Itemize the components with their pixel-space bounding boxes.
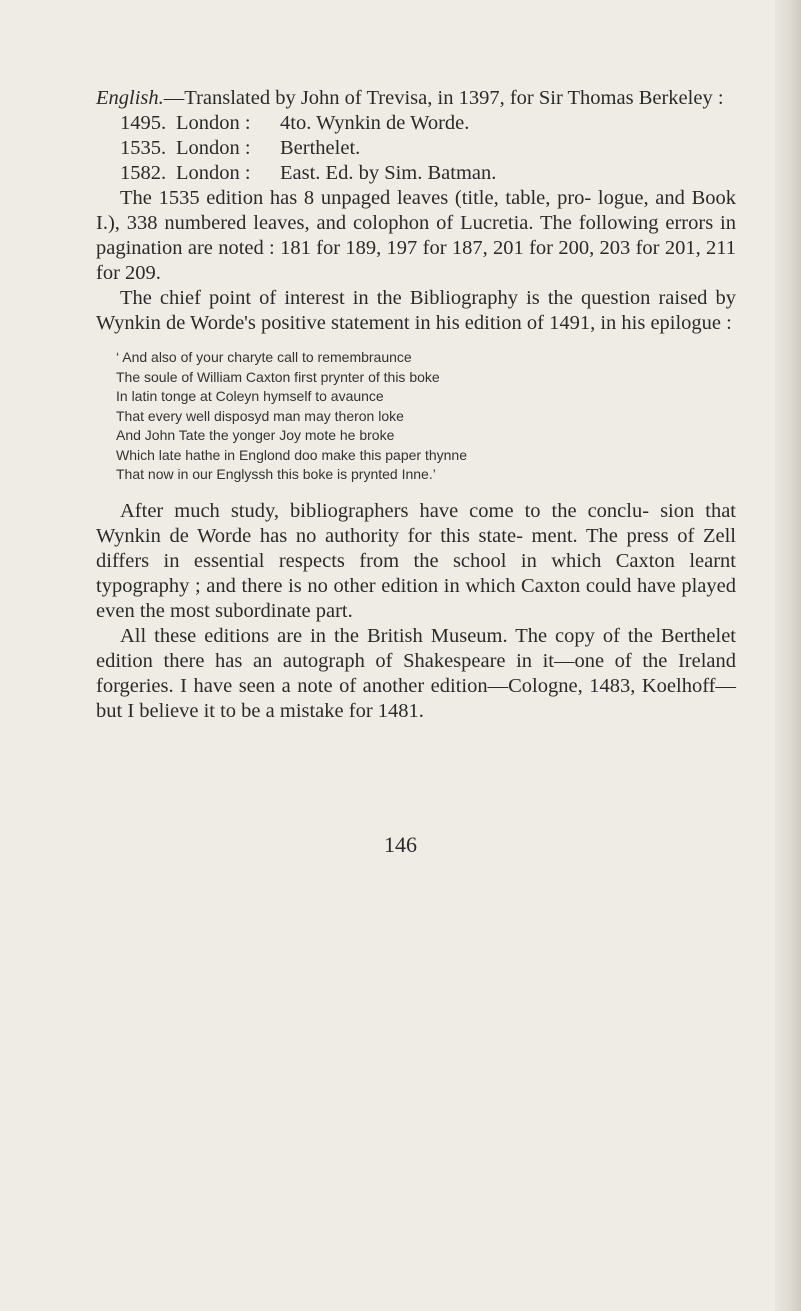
edition-place: London : — [176, 137, 251, 159]
edition-list — [96, 111, 736, 186]
edition-row — [96, 136, 736, 161]
quote-line: The soule of William Caxton first prynter of this boke — [116, 368, 440, 385]
quote-line: And John Tate the yonger Joy mote he broke — [116, 427, 395, 443]
quote-line: ‘ And also of your charyte call to remembraunce — [116, 349, 412, 365]
epilogue-intro-paragraph: The chief point of interest in the Bibliography is the question raised by Wynkin de Worde's positive statement in his edition of 1491, in his epilogue : — [96, 287, 736, 334]
edition-year: 1535. — [120, 137, 167, 159]
quote-line: That now in our Englyssh this boke is prynted Inne.’ — [116, 466, 436, 482]
edition-place: London : — [176, 112, 251, 134]
edition-row — [96, 111, 736, 136]
edition-year: 1495. — [120, 112, 167, 134]
translation-entry — [96, 86, 736, 111]
pagination-paragraph: The 1535 edition has 8 unpaged leaves (title, table, pro- logue, and Book I.), 338 numbered leaves, and colophon of Lucretia. The following errors in pagination are noted : 181 for 189, 197 for 187, 201 for 200, 203 for 201, 211 for 209. — [96, 187, 736, 284]
edition-row — [96, 161, 736, 186]
page-body — [96, 86, 736, 724]
epilogue-quote — [96, 348, 736, 485]
quote-line: Which late hathe in Englond doo make this paper thynne — [116, 446, 468, 463]
edition-detail: 4to. Wynkin de Worde. — [280, 112, 470, 134]
quote-line: That every well disposyd man may theron loke — [116, 407, 404, 424]
museum-paragraph: All these editions are in the British Museum. The copy of the Berthelet edition there has an autograph of Shakespeare in it—one of the Ireland forgeries. I have seen a note of another edition—Cologne, 1483, Koelhoff—but I believe it to be a mistake for 1481. — [96, 624, 736, 722]
edition-detail: East. Ed. by Sim. Batman. — [280, 162, 497, 184]
conclusion-paragraph: After much study, bibliographers have come to the conclu- sion that Wynkin de Worde has no authority for this state- ment. The press of Zell differs in essential respects from the school in which Caxton learnt typography ; and there is no other edition in which Caxton could have played even the most subordinate part. — [96, 499, 736, 622]
language-label: English. — [96, 87, 164, 109]
quote-line: In latin tonge at Coleyn hymself to avaunce — [116, 388, 384, 404]
translation-description: —Translated by John of Trevisa, in 1397, for Sir Thomas Berkeley : — [163, 87, 724, 109]
edition-detail: Berthelet. — [280, 137, 361, 159]
edition-year: 1582. — [120, 162, 167, 184]
page-edge-shadow — [775, 0, 801, 1311]
page-number: 146 — [384, 832, 417, 857]
edition-place: London : — [176, 162, 251, 184]
